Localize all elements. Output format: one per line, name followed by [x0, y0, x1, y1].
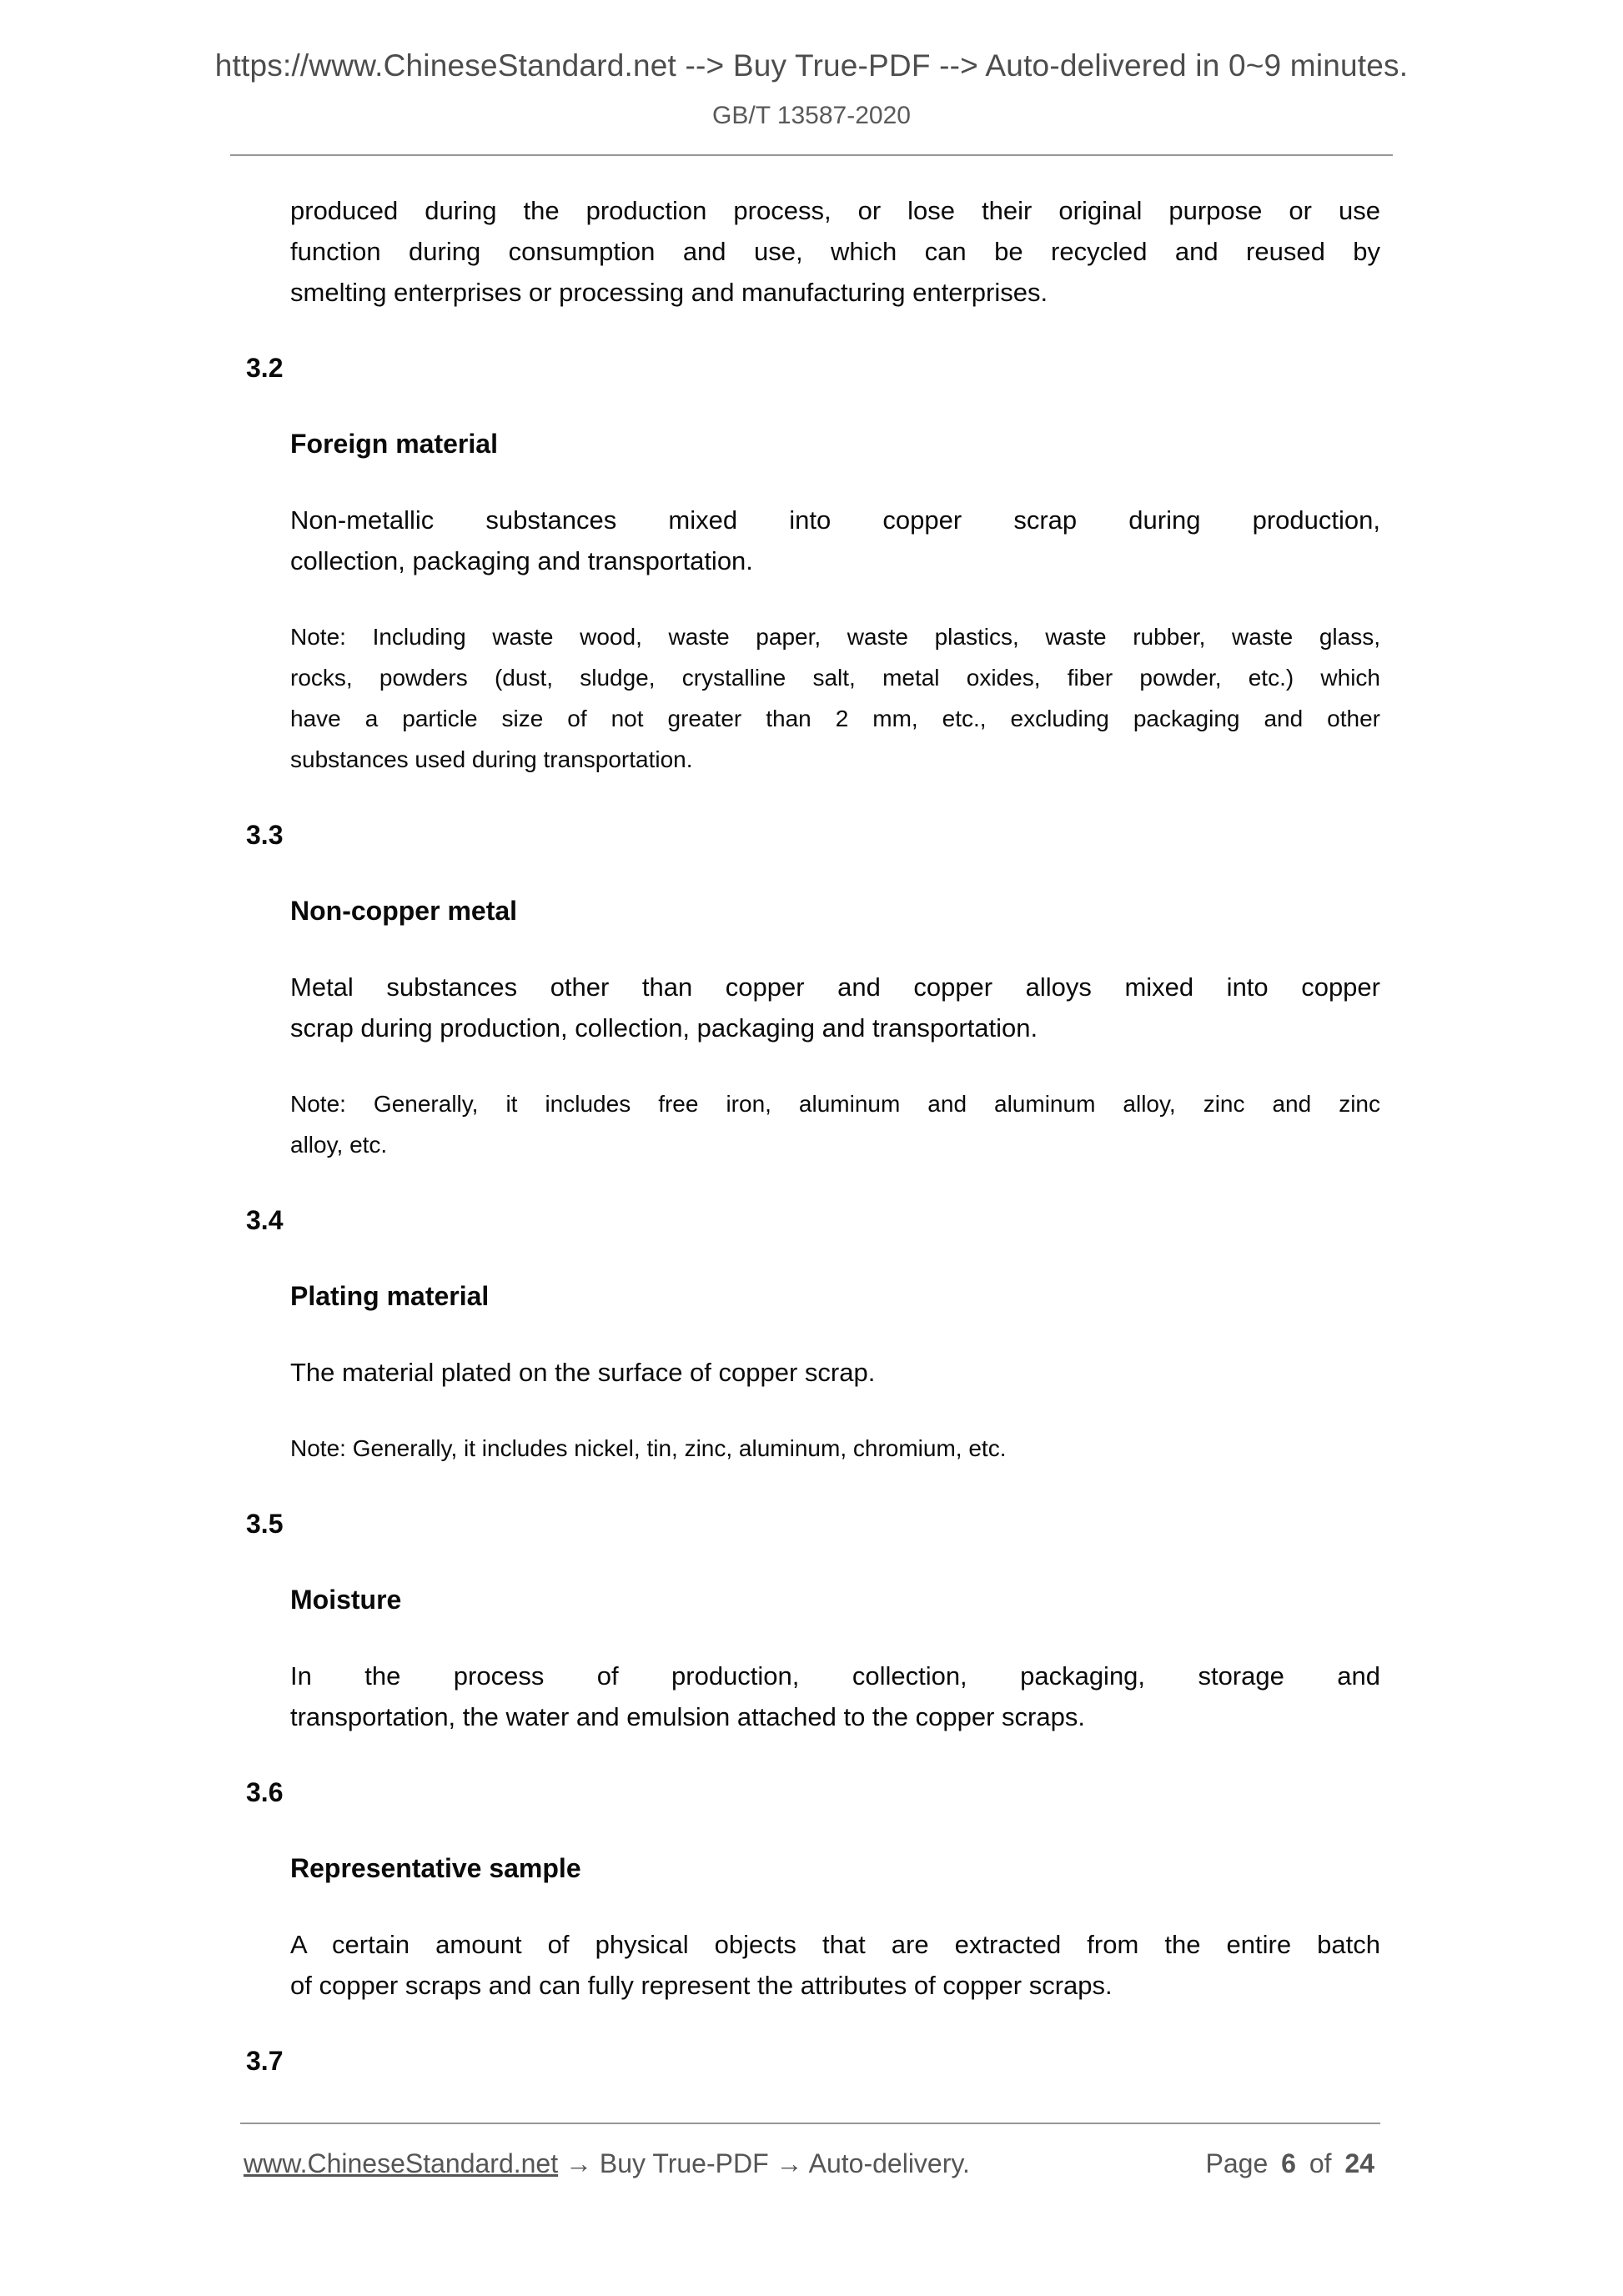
text-line: Note: Generally, it includes nickel, tin, zinc, aluminum, chromium, etc.: [290, 1435, 1007, 1461]
term-title: Plating material: [290, 1281, 490, 1311]
term-title: Foreign material: [290, 429, 498, 459]
document-body: [246, 190, 1380, 2082]
note-paragraph: [290, 1428, 1380, 1469]
footer-page-indicator: [1206, 2148, 1374, 2179]
text-line: Metal substances other than copper and copper alloys mixed into copper: [290, 972, 1380, 1002]
footer-page-of: of: [1309, 2148, 1332, 2178]
footer: [244, 2148, 1374, 2179]
text-line: A certain amount of physical objects that are extracted from the entire batch: [290, 1930, 1380, 1959]
body-paragraph: [290, 190, 1380, 313]
text-line: produced during the production process, or lose their original purpose or use: [290, 196, 1380, 225]
clause-number: 3.5: [246, 1509, 284, 1539]
footer-page-total: 24: [1344, 2148, 1374, 2178]
text-line: Note: Generally, it includes free iron, aluminum and aluminum alloy, zinc and zinc: [290, 1091, 1380, 1117]
text-line: alloy, etc.: [290, 1132, 388, 1158]
text-line: Note: Including waste wood, waste paper, waste plastics, waste rubber, waste glass,: [290, 624, 1380, 650]
body-paragraph: [290, 500, 1380, 581]
note-paragraph: [290, 1083, 1380, 1165]
standard-number: GB/T 13587-2020: [712, 102, 911, 129]
text-line: have a particle size of not greater than 2 mm, etc., excluding packaging and other: [290, 706, 1380, 731]
clause-number: 3.7: [246, 2046, 284, 2076]
text-line: function during consumption and use, which can be recycled and reused by: [290, 237, 1380, 266]
text-line: transportation, the water and emulsion attached to the copper scraps.: [290, 1702, 1085, 1731]
text-line: substances used during transportation.: [290, 746, 693, 772]
text-line: rocks, powders (dust, sludge, crystalline salt, metal oxides, fiber powder, etc.) which: [290, 665, 1380, 691]
note-paragraph: [290, 616, 1380, 780]
body-paragraph: [290, 1924, 1380, 2006]
term-title: Moisture: [290, 1585, 402, 1615]
clause-number: 3.6: [246, 1777, 284, 1807]
text-line: scrap during production, collection, packaging and transportation.: [290, 1013, 1038, 1042]
footer-tagline: → Buy True-PDF → Auto-delivery.: [558, 2148, 970, 2178]
footer-divider: [240, 2123, 1380, 2124]
header-url-line: https://www.ChineseStandard.net --> Buy True-PDF --> Auto-delivered in 0~9 minutes.: [214, 48, 1409, 83]
text-line: collection, packaging and transportation.: [290, 546, 753, 575]
body-paragraph: [290, 1655, 1380, 1737]
text-line: The material plated on the surface of copper scrap.: [290, 1358, 876, 1387]
footer-page-current: 6: [1281, 2148, 1296, 2178]
clause-number: 3.3: [246, 820, 284, 850]
clause-number: 3.4: [246, 1205, 284, 1235]
footer-page-label: Page: [1205, 2148, 1269, 2178]
term-title: Non-copper metal: [290, 896, 518, 926]
text-line: smelting enterprises or processing and manufacturing enterprises.: [290, 278, 1048, 307]
term-title: Representative sample: [290, 1853, 581, 1883]
text-line: Non-metallic substances mixed into copper scrap during production,: [290, 505, 1380, 535]
body-paragraph: [290, 967, 1380, 1048]
header-divider: [230, 154, 1393, 156]
text-line: In the process of production, collection, packaging, storage and: [290, 1661, 1380, 1691]
footer-left: [244, 2148, 970, 2179]
footer-site-link[interactable]: www.ChineseStandard.net: [244, 2148, 559, 2178]
clause-number: 3.2: [246, 353, 284, 383]
text-line: of copper scraps and can fully represent the attributes of copper scraps.: [290, 1971, 1113, 2000]
body-paragraph: [290, 1352, 1380, 1393]
